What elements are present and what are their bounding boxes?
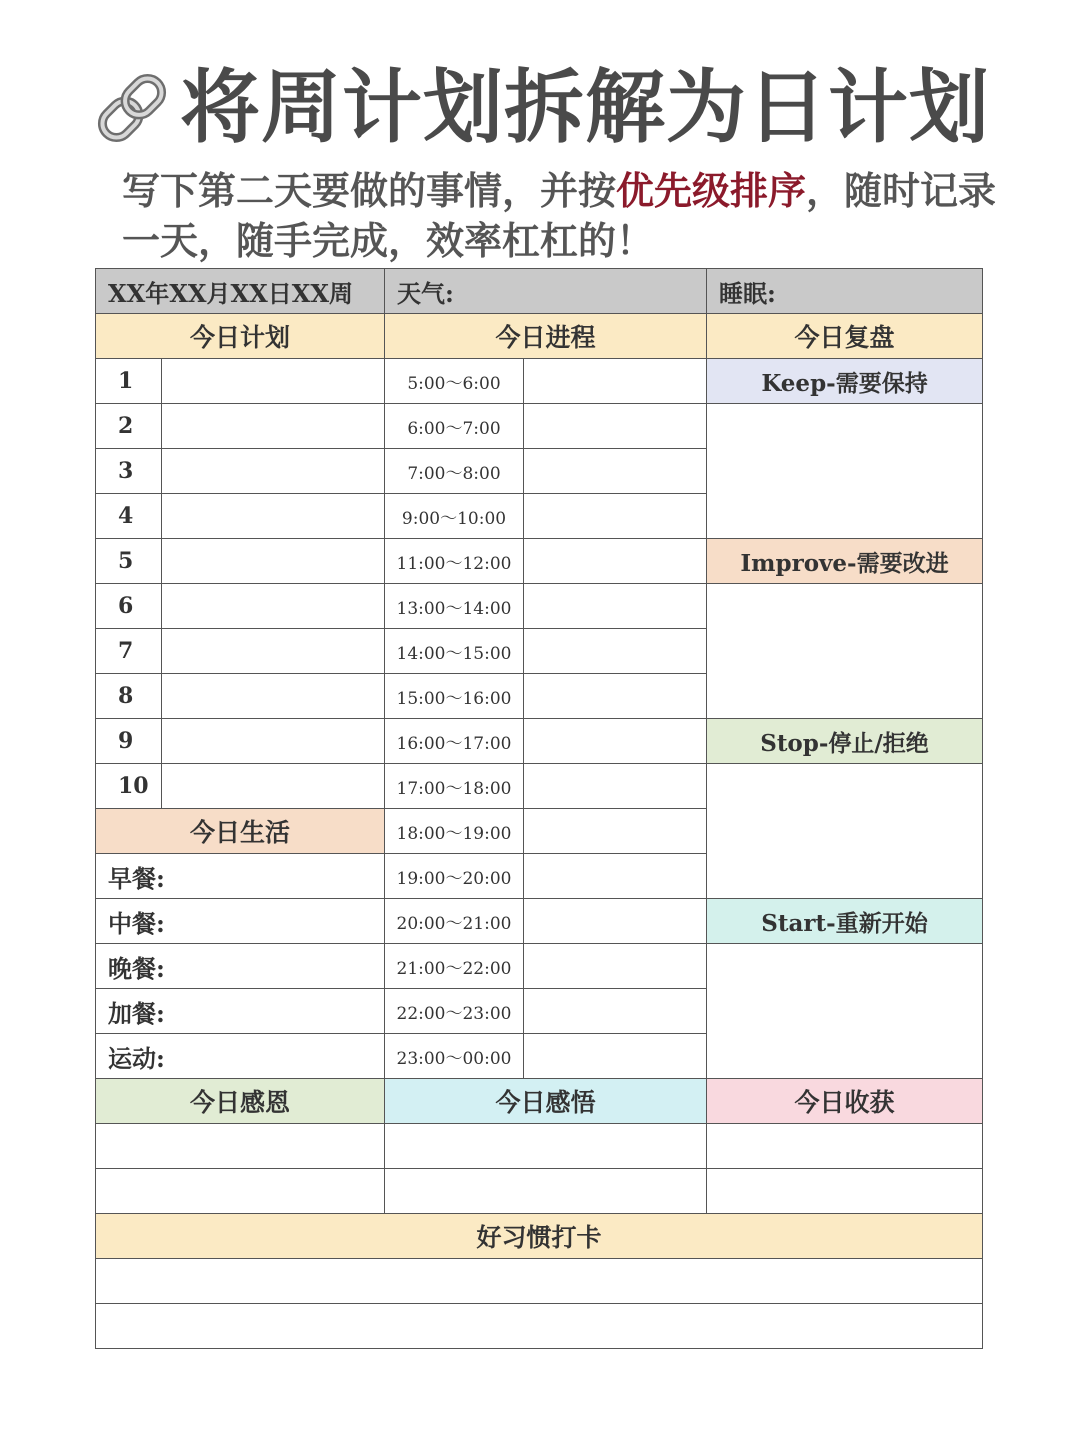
- time-slot: 14:00～15:00: [385, 629, 524, 674]
- plan-number: 1: [96, 359, 162, 404]
- progress-entry[interactable]: [524, 719, 707, 764]
- habit-entry[interactable]: [96, 1259, 983, 1304]
- progress-entry[interactable]: [524, 674, 707, 719]
- plan-number: 2: [96, 404, 162, 449]
- plan-header: 今日计划: [96, 314, 385, 359]
- progress-entry[interactable]: [524, 629, 707, 674]
- review-stop-area[interactable]: [707, 764, 983, 899]
- time-slot: 6:00～7:00: [385, 404, 524, 449]
- life-lunch[interactable]: 中餐:: [96, 899, 385, 944]
- life-exercise[interactable]: 运动:: [96, 1034, 385, 1079]
- time-slot: 13:00～14:00: [385, 584, 524, 629]
- progress-entry[interactable]: [524, 404, 707, 449]
- review-stop-header: Stop-停止/拒绝: [707, 719, 983, 764]
- plan-number: 5: [96, 539, 162, 584]
- time-slot: 16:00～17:00: [385, 719, 524, 764]
- progress-entry[interactable]: [524, 449, 707, 494]
- time-slot: 19:00～20:00: [385, 854, 524, 899]
- subtitle-part1: 写下第二天要做的事情，并按: [122, 169, 617, 213]
- page-title: 将周计划拆解为日计划: [180, 61, 990, 154]
- time-slot: 23:00～00:00: [385, 1034, 524, 1079]
- gratitude-entry[interactable]: [96, 1169, 385, 1214]
- harvest-entry[interactable]: [707, 1124, 983, 1169]
- plan-entry[interactable]: [162, 584, 385, 629]
- plan-entry[interactable]: [162, 449, 385, 494]
- plan-entry[interactable]: [162, 539, 385, 584]
- progress-entry[interactable]: [524, 539, 707, 584]
- time-slot: 21:00～22:00: [385, 944, 524, 989]
- plan-number: 10: [96, 764, 162, 809]
- sleep-cell[interactable]: 睡眠:: [707, 269, 983, 314]
- time-slot: 11:00～12:00: [385, 539, 524, 584]
- date-cell[interactable]: XX年XX月XX日XX周: [96, 269, 385, 314]
- progress-entry[interactable]: [524, 764, 707, 809]
- plan-number: 7: [96, 629, 162, 674]
- progress-entry[interactable]: [524, 494, 707, 539]
- subtitle: [122, 166, 1002, 266]
- progress-entry[interactable]: [524, 809, 707, 854]
- time-slot: 15:00～16:00: [385, 674, 524, 719]
- review-improve-header: Improve-需要改进: [707, 539, 983, 584]
- harvest-entry[interactable]: [707, 1169, 983, 1214]
- plan-number: 6: [96, 584, 162, 629]
- habit-entry[interactable]: [96, 1304, 983, 1349]
- plan-entry[interactable]: [162, 404, 385, 449]
- plan-entry[interactable]: [162, 359, 385, 404]
- plan-entry[interactable]: [162, 719, 385, 764]
- time-slot: 17:00～18:00: [385, 764, 524, 809]
- insight-entry[interactable]: [385, 1169, 707, 1214]
- plan-entry[interactable]: [162, 674, 385, 719]
- insight-entry[interactable]: [385, 1124, 707, 1169]
- progress-entry[interactable]: [524, 1034, 707, 1079]
- subtitle-part2: ，随时记录一天，随手完成，效率杠杠的！: [122, 169, 997, 263]
- title-row: [88, 58, 1008, 158]
- progress-entry[interactable]: [524, 359, 707, 404]
- harvest-header: 今日收获: [707, 1079, 983, 1124]
- plan-number: 9: [96, 719, 162, 764]
- review-keep-area[interactable]: [707, 404, 983, 539]
- progress-header: 今日进程: [385, 314, 707, 359]
- gratitude-entry[interactable]: [96, 1124, 385, 1169]
- progress-entry[interactable]: [524, 899, 707, 944]
- review-header: 今日复盘: [707, 314, 983, 359]
- time-slot: 9:00～10:00: [385, 494, 524, 539]
- progress-entry[interactable]: [524, 989, 707, 1034]
- time-slot: 7:00～8:00: [385, 449, 524, 494]
- time-slot: 5:00～6:00: [385, 359, 524, 404]
- life-snack[interactable]: 加餐:: [96, 989, 385, 1034]
- review-start-header: Start-重新开始: [707, 899, 983, 944]
- plan-entry[interactable]: [162, 629, 385, 674]
- insight-header: 今日感悟: [385, 1079, 707, 1124]
- review-start-area[interactable]: [707, 944, 983, 1079]
- progress-entry[interactable]: [524, 584, 707, 629]
- daily-planner-table: [95, 268, 983, 1349]
- life-breakfast[interactable]: 早餐:: [96, 854, 385, 899]
- time-slot: 18:00～19:00: [385, 809, 524, 854]
- plan-entry[interactable]: [162, 494, 385, 539]
- weather-cell[interactable]: 天气:: [385, 269, 707, 314]
- gratitude-header: 今日感恩: [96, 1079, 385, 1124]
- review-keep-header: Keep-需要保持: [707, 359, 983, 404]
- plan-number: 3: [96, 449, 162, 494]
- progress-entry[interactable]: [524, 854, 707, 899]
- review-improve-area[interactable]: [707, 584, 983, 719]
- time-slot: 22:00～23:00: [385, 989, 524, 1034]
- life-header: 今日生活: [96, 809, 385, 854]
- time-slot: 20:00～21:00: [385, 899, 524, 944]
- plan-number: 4: [96, 494, 162, 539]
- habit-header: 好习惯打卡: [96, 1214, 983, 1259]
- plan-entry[interactable]: [162, 764, 385, 809]
- link-icon: [88, 64, 176, 152]
- life-dinner[interactable]: 晚餐:: [96, 944, 385, 989]
- subtitle-highlight: 优先级排序: [616, 169, 807, 213]
- progress-entry[interactable]: [524, 944, 707, 989]
- plan-number: 8: [96, 674, 162, 719]
